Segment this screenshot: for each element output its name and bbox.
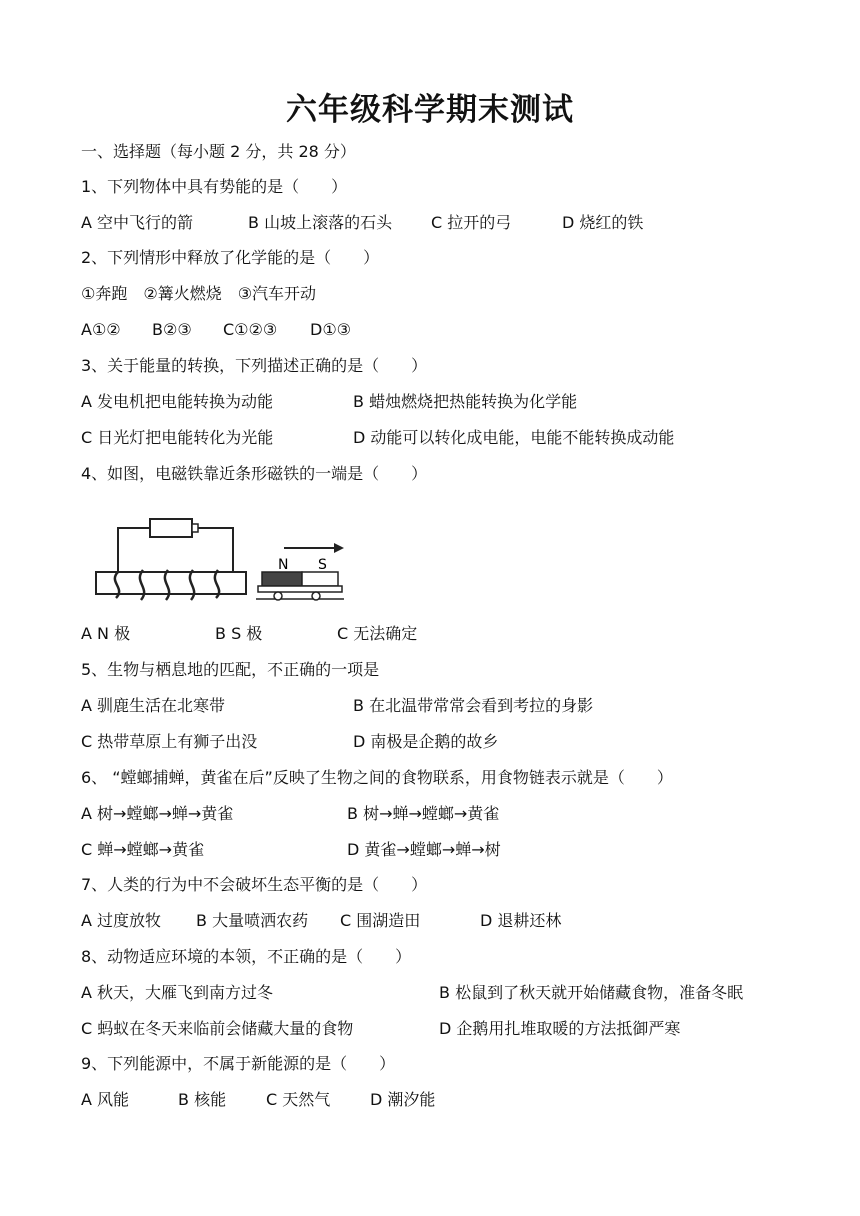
q9-option-d: D 潮汐能: [370, 1090, 436, 1109]
exam-title: 六年级科学期末测试: [286, 92, 574, 128]
q8-option-a: A 秋天，大雁飞到南方过冬: [81, 983, 274, 1002]
q7-option-a: A 过度放牧: [81, 911, 162, 930]
magnet-south: [302, 572, 338, 586]
q1-option-b: B 山坡上滚落的石头: [248, 213, 393, 232]
q5-option-a: A 驯鹿生活在北寒带: [81, 696, 226, 715]
q8-option-c: C 蚂蚁在冬天来临前会储藏大量的食物: [81, 1019, 354, 1038]
q6-option-a: A 树→螳螂→蝉→黄雀: [81, 804, 234, 823]
q3-option-a: A 发电机把电能转换为动能: [81, 392, 274, 411]
q6-option-b: B 树→蝉→螳螂→黄雀: [347, 804, 500, 823]
magnet-north: [262, 572, 302, 586]
q9-option-a: A 风能: [81, 1090, 130, 1109]
q4-option-a: A N 极: [81, 624, 131, 643]
q1-option-c: C 拉开的弓: [431, 213, 512, 232]
q2-option-c: C①②③: [223, 320, 278, 339]
q8-option-d: D 企鹅用扎堆取暖的方法抵御严寒: [439, 1019, 681, 1038]
q9-option-c: C 天然气: [266, 1090, 331, 1109]
q7-option-b: B 大量喷洒农药: [196, 911, 309, 930]
electromagnet-figure: [88, 510, 358, 605]
q2-option-a: A①②: [81, 320, 121, 339]
q4-option-c: C 无法确定: [337, 624, 418, 643]
q5-option-d: D 南极是企鹅的故乡: [353, 732, 499, 751]
q6-option-d: D 黄雀→螳螂→蝉→树: [347, 840, 501, 859]
question-9-stem: 9、下列能源中，不属于新能源的是（ ）: [81, 1054, 396, 1073]
q8-option-b: B 松鼠到了秋天就开始储藏食物，准备冬眠: [439, 983, 744, 1002]
arrow-icon: [334, 543, 344, 553]
q7-option-d: D 退耕还林: [480, 911, 562, 930]
question-2-stem: 2、下列情形中释放了化学能的是（ ）: [81, 248, 380, 267]
q5-option-c: C 热带草原上有狮子出没: [81, 732, 258, 751]
q2-items: ①奔跑 ②篝火燃烧 ③汽车开动: [81, 284, 317, 303]
question-4-stem: 4、如图，电磁铁靠近条形磁铁的一端是（ ）: [81, 464, 428, 483]
cart: [258, 586, 342, 592]
q3-option-d: D 动能可以转化成电能，电能不能转换成动能: [353, 428, 675, 447]
q4-option-b: B S 极: [215, 624, 263, 643]
q5-option-b: B 在北温带常常会看到考拉的身影: [353, 696, 594, 715]
q9-option-b: B 核能: [178, 1090, 227, 1109]
magnet-s-label: S: [318, 557, 327, 573]
question-7-stem: 7、人类的行为中不会破坏生态平衡的是（ ）: [81, 875, 428, 894]
magnet-n-label: N: [278, 557, 289, 573]
battery-icon: [150, 519, 192, 537]
q2-option-b: B②③: [152, 320, 192, 339]
question-8-stem: 8、动物适应环境的本领，不正确的是（ ）: [81, 947, 412, 966]
section-heading: 一、选择题（每小题 2 分，共 28 分）: [81, 142, 356, 161]
question-3-stem: 3、关于能量的转换，下列描述正确的是（ ）: [81, 356, 428, 375]
q6-option-c: C 蝉→螳螂→黄雀: [81, 840, 205, 859]
q7-option-c: C 围湖造田: [340, 911, 421, 930]
q2-option-d: D①③: [310, 320, 352, 339]
question-1-stem: 1、下列物体中具有势能的是（ ）: [81, 177, 348, 196]
question-6-stem: 6、 “螳螂捕蝉，黄雀在后”反映了生物之间的食物联系，用食物链表示就是（ ）: [81, 768, 673, 787]
question-5-stem: 5、生物与栖息地的匹配，不正确的一项是: [81, 660, 380, 679]
q1-option-a: A 空中飞行的箭: [81, 213, 194, 232]
q1-option-d: D 烧红的铁: [562, 213, 644, 232]
q3-option-b: B 蜡烛燃烧把热能转换为化学能: [353, 392, 578, 411]
q3-option-c: C 日光灯把电能转化为光能: [81, 428, 274, 447]
